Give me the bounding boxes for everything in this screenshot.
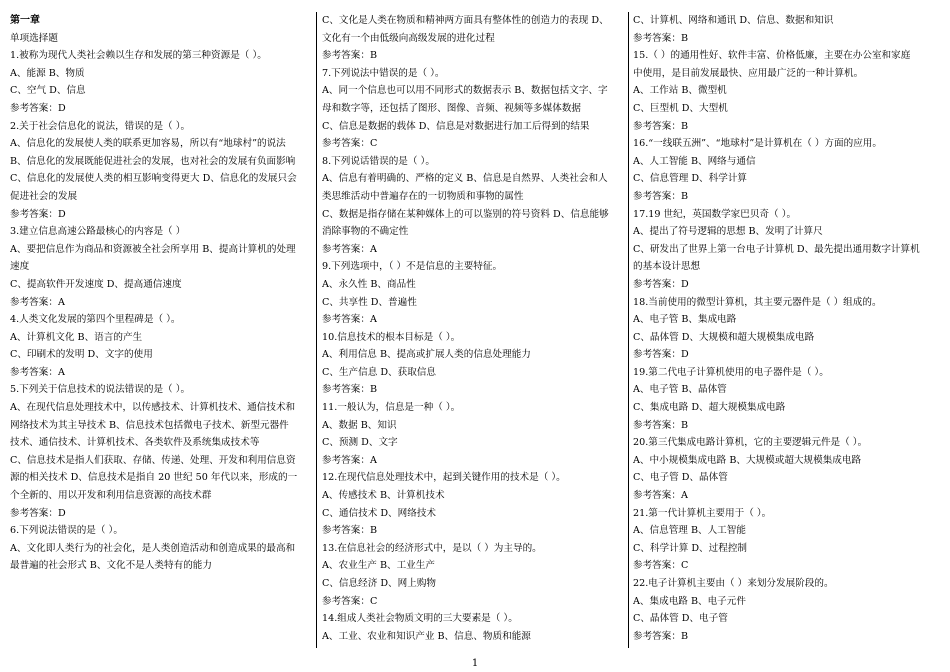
answer-line: 参考答案：A	[10, 296, 65, 308]
option-line: A、信息有着明确的、严格的定义 B、信息是自然界、人类社会和人	[322, 173, 608, 185]
answer-line: 参考答案：B	[633, 120, 689, 132]
answer-line: 参考答案：A	[322, 243, 377, 255]
option-line: C、文化是人类在物质和精神两方面具有整体性的创造力的表现 D、	[322, 15, 609, 26]
answer-line: 参考答案：A	[322, 454, 377, 466]
option-line: C、生产信息 D、获取信息	[322, 366, 437, 378]
question-line: 5.下列关于信息技术的说法错误的是（ ）。	[10, 384, 191, 396]
option-line: C、巨型机 D、大型机	[633, 102, 728, 114]
option-line: A、文化即人类行为的社会化，是人类创造活动和创造成果的最高和	[10, 542, 296, 554]
page-number: 1	[471, 658, 479, 669]
option-line: 速度	[10, 261, 30, 273]
answer-line: 参考答案：C	[633, 560, 689, 572]
option-line: A、永久性 B、商品性	[322, 278, 416, 290]
option-line: C、信息管理 D、科学计算	[633, 173, 748, 185]
option-line: C、数据是指存储在某种媒体上的可以鉴别的符号资料 D、信息能够	[322, 208, 609, 220]
option-line: C、集成电路 D、超大规模集成电路	[633, 402, 786, 414]
option-line: A、人工智能 B、网络与通信	[633, 155, 756, 167]
option-line: 文化有一个由低级向高级发展的进化过程	[322, 32, 495, 44]
question-line: 13.在信息社会的经济形式中，是以（ ）为主导的。	[322, 542, 542, 554]
option-line: C、共享性 D、普遍性	[322, 296, 417, 308]
question-line: 14.组成人类社会物质文明的三大要素是（ ）。	[322, 613, 518, 625]
answer-line: 参考答案：A	[10, 366, 65, 378]
question-line: 11.一般认为，信息是一种（ ）。	[322, 402, 461, 414]
section-heading: 单项选择题	[10, 32, 58, 44]
option-line: 消除事物的不确定性	[322, 226, 409, 238]
option-line: A、提出了符号逻辑的思想 B、发明了计算尺	[633, 226, 823, 238]
question-line: 12.在现代信息处理技术中，起到关键作用的技术是（ ）。	[322, 472, 566, 484]
option-line: 类思维活动中普遍存在的一切物质和事物的属性	[322, 190, 524, 202]
option-line: A、在现代信息处理技术中，以传感技术、计算机技术、通信技术和	[10, 402, 296, 414]
option-line: C、预测 D、文字	[322, 437, 398, 449]
question-line: 4.人类文化发展的第四个里程碑是（ ）。	[10, 314, 181, 326]
option-line: B、信息化的发展既能促进社会的发展，也对社会的发展有负面影响	[10, 155, 296, 167]
option-line: 促进社会的发展	[10, 190, 78, 202]
option-line: C、空气 D、信息	[10, 85, 86, 97]
right-column	[633, 12, 939, 648]
answer-line: 参考答案：B	[322, 384, 378, 396]
middle-column	[322, 12, 629, 648]
question-line: 16.“一线联五洲”、“地球村”是计算机在（ ）方面的应用。	[633, 138, 882, 150]
question-line: 6.下列说法错误的是（ ）。	[10, 525, 123, 537]
option-line: 中使用，是目前发展最快、应用最广泛的一种计算机。	[633, 67, 864, 79]
option-line: A、传感技术 B、计算机技术	[322, 490, 445, 502]
option-line: A、农业生产 B、工业生产	[322, 560, 435, 572]
answer-line: 参考答案：A	[633, 490, 688, 502]
answer-line: 参考答案：B	[322, 50, 378, 62]
question-line: 21.第一代计算机主要用于（ ）。	[633, 507, 772, 519]
option-line: 母和数字等，还包括了图形、图像、音频、视频等多媒体数据	[322, 102, 582, 114]
option-line: 技术、通信技术、计算机技术、各类软件及系统集成技术等	[10, 437, 260, 449]
option-line: A、计算机文化 B、语言的产生	[10, 331, 143, 343]
option-line: 个全新的、用以开发和利用信息资源的高技术群	[10, 490, 212, 502]
question-line: 1.被称为现代人类社会赖以生存和发展的第三种资源是（ ）。	[10, 50, 267, 62]
question-line: 15.（ ）的通用性好、软件丰富、价格低廉，主要在办公室和家庭	[633, 50, 911, 62]
option-line: A、电子管 B、晶体管	[633, 384, 727, 396]
option-line: C、信息经济 D、网上购物	[322, 578, 437, 589]
answer-line: 参考答案：D	[10, 507, 66, 519]
option-line: C、信息技术是指人们获取、存储、传递、处理、开发和利用信息资	[10, 454, 296, 466]
answer-line: 参考答案：B	[322, 525, 378, 537]
option-line: C、科学计算 D、过程控制	[633, 542, 748, 554]
option-line: C、印刷术的发明 D、文字的使用	[10, 349, 153, 361]
option-line: A、信息管理 B、人工智能	[633, 525, 746, 537]
question-line: 8.下列说话错误的是（ ）。	[322, 155, 435, 167]
question-line: 7.下列说法中错误的是（ ）。	[322, 67, 445, 79]
option-line: A、数据 B、知识	[322, 419, 397, 431]
left-column	[10, 12, 317, 648]
option-line: A、信息化的发展使人类的联系更加容易，所以有“地球村”的说法	[10, 138, 286, 150]
answer-line: 参考答案：A	[322, 314, 377, 326]
answer-line: 参考答案：D	[633, 349, 689, 361]
answer-line: 参考答案：D	[10, 102, 66, 114]
question-line: 10.信息技术的根本目标是（ ）。	[322, 331, 461, 343]
answer-line: 参考答案：B	[633, 419, 689, 431]
question-line: 22.电子计算机主要由（ ）来划分发展阶段的。	[633, 578, 834, 589]
question-line: 3.建立信息高速公路最核心的内容是（ ）	[10, 226, 186, 238]
option-line: A、利用信息 B、提高或扩展人类的信息处理能力	[322, 349, 531, 361]
answer-line: 参考答案：D	[10, 208, 66, 220]
answer-line: 参考答案：B	[633, 630, 689, 642]
option-line: A、工业、农业和知识产业 B、信息、物质和能源	[322, 630, 531, 642]
option-line: C、提高软件开发速度 D、提高通信速度	[10, 278, 182, 290]
option-line: A、电子管 B、集成电路	[633, 314, 737, 326]
option-line: C、信息是数据的载体 D、信息是对数据进行加工后得到的结果	[322, 120, 590, 132]
question-line: 18.当前使用的微型计算机，其主要元器件是（ ）组成的。	[633, 296, 882, 308]
option-line: A、同一个信息也可以用不同形式的数据表示 B、数据包括文字、字	[322, 85, 608, 97]
option-line: C、通信技术 D、网络技术	[322, 507, 437, 519]
option-line: C、计算机、网络和通讯 D、信息、数据和知识	[633, 15, 834, 26]
question-line: 17.19 世纪，英国数学家巴贝奇（ ）。	[633, 208, 797, 220]
option-line: C、晶体管 D、电子管	[633, 613, 728, 625]
option-line: C、研发出了世界上第一台电子计算机 D、最先提出通用数字计算机	[633, 243, 920, 255]
answer-line: 参考答案：B	[633, 190, 689, 202]
answer-line: 参考答案：C	[322, 138, 378, 150]
question-line: 19.第二代电子计算机使用的电子器件是（ ）。	[633, 366, 829, 378]
question-line: 9.下列选项中，（ ）不是信息的主要特征。	[322, 261, 503, 273]
option-line: C、晶体管 D、大规模和超大规模集成电路	[633, 331, 815, 343]
answer-line: 参考答案：B	[633, 32, 689, 44]
option-line: 源的相关技术 D、信息技术是指自 20 世纪 50 年代以来，形成的一	[10, 472, 298, 484]
option-line: A、中小规模集成电路 B、大规模或超大规模集成电路	[633, 454, 862, 466]
question-line: 20.第三代集成电路计算机，它的主要逻辑元件是（ ）。	[633, 437, 868, 449]
option-line: A、能源 B、物质	[10, 67, 85, 79]
option-line: C、电子管 D、晶体管	[633, 472, 728, 484]
option-line: A、要把信息作为商品和资源被全社会所享用 B、提高计算机的处理	[10, 243, 296, 255]
answer-line: 参考答案：D	[633, 278, 689, 290]
option-line: 网络技术为其主导技术 B、信息技术包括微电子技术、新型元器件	[10, 419, 289, 431]
option-line: 最普遍的社会形式 B、文化不是人类特有的能力	[10, 560, 212, 572]
option-line: 的基本设计思想	[633, 261, 701, 273]
chapter-heading: 第一章	[10, 15, 40, 26]
option-line: A、工作站 B、微型机	[633, 85, 727, 97]
option-line: A、集成电路 B、电子元件	[633, 595, 746, 607]
answer-line: 参考答案：C	[322, 595, 378, 607]
question-line: 2.关于社会信息化的说法，错误的是（ ）。	[10, 120, 191, 132]
option-line: C、信息化的发展使人类的相互影响变得更大 D、信息化的发展只会	[10, 173, 297, 185]
